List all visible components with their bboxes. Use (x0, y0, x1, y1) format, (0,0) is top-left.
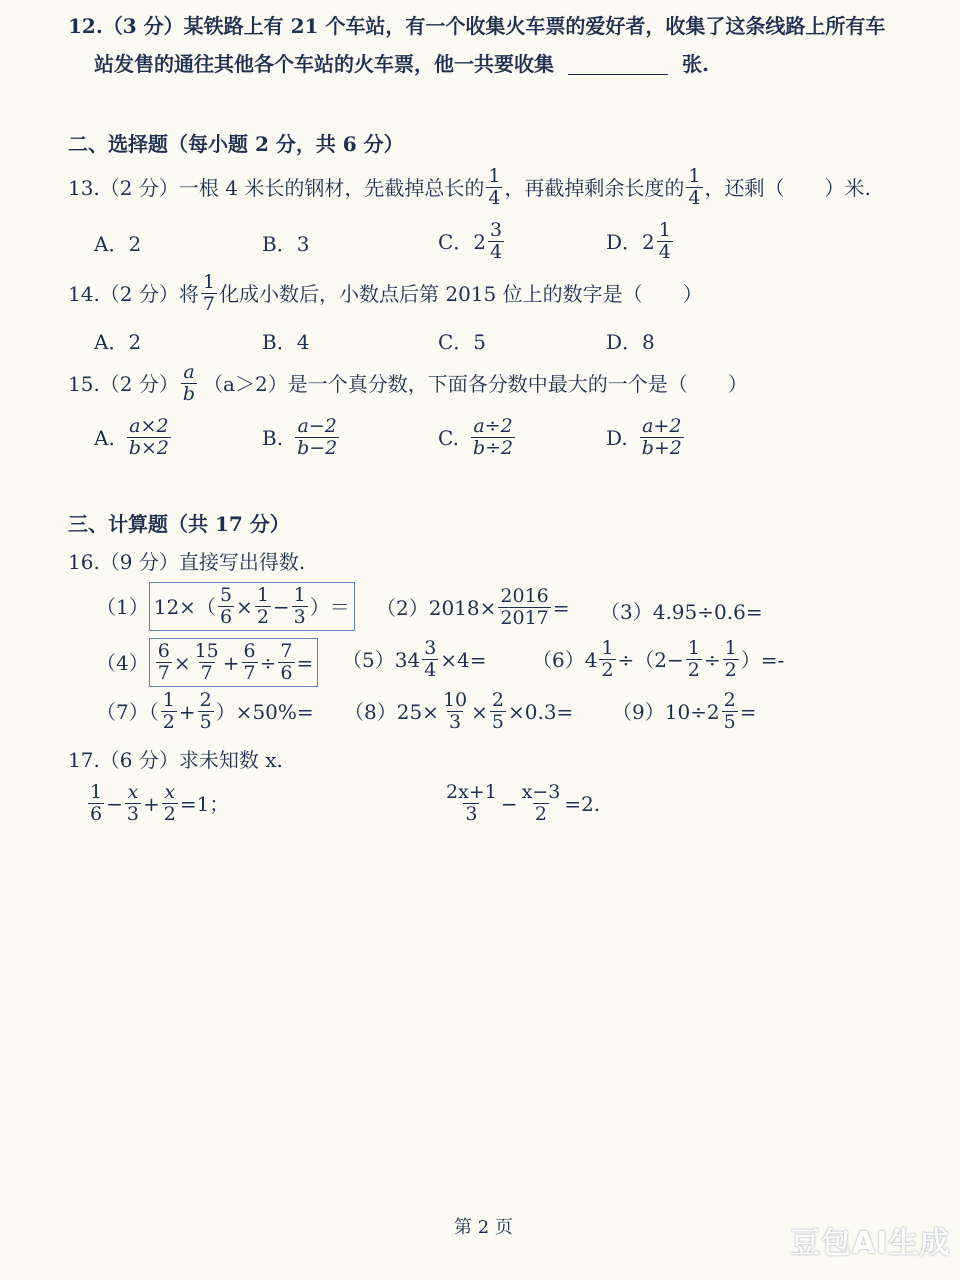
q17-e2-op: − (500, 791, 518, 816)
q17-e2-f2 (520, 782, 563, 825)
q16-p1-f3n: 1 (293, 584, 306, 606)
q15-option-c (438, 416, 517, 459)
q15-optb-fraction (295, 416, 339, 459)
q15-suffix: （a＞2）是一个真分数，下面各分数中最大的一个是（ ） (203, 371, 748, 396)
q14-option-a: A．2 (94, 330, 142, 354)
q16-p1-f1n: 5 (219, 584, 233, 606)
q12-line2 (94, 52, 709, 76)
q16-p8-f2 (490, 690, 506, 733)
q13-optd-label: D．2 (606, 229, 655, 254)
q16-p4-f4d: 6 (280, 662, 293, 684)
q16-p1-f3d: 3 (293, 606, 306, 628)
q16-p5-fraction (422, 638, 438, 681)
q16-p5-den: 4 (424, 659, 437, 681)
q16-p9-den: 5 (723, 711, 736, 733)
q16-p4-f3n: 6 (243, 640, 256, 662)
q13-optd-fraction (657, 220, 673, 263)
q13-stem (68, 166, 871, 209)
page-number: 第 2 页 (454, 1217, 513, 1238)
q13-option-a: A．2 (94, 232, 142, 256)
q13-fraction-1 (486, 166, 502, 209)
q17-e2-f1n: 2x+1 (446, 781, 497, 803)
q15-optb-den: b−2 (297, 437, 338, 459)
q16-p6-f3n: 1 (724, 637, 737, 659)
q16-p3: （3）4.95÷0.6= (600, 600, 763, 624)
q16-p8-f2d: 5 (491, 711, 504, 733)
q16-p2-b: = (552, 595, 570, 620)
section3-title: 三、计算题（共 17 分） (68, 512, 290, 536)
q17-e2-f1 (444, 782, 499, 825)
q15-opta-den: b×2 (128, 437, 169, 459)
q17-equation-2 (442, 782, 600, 825)
q15-num: a (183, 361, 195, 383)
q14-num: 1 (202, 271, 215, 293)
q14-prefix: 14.（2 分）将 (68, 281, 199, 306)
q13-optd-den: 4 (658, 241, 671, 263)
q13-f2-den: 4 (688, 187, 701, 209)
q12-answer-blank (568, 54, 668, 75)
q16-p5-num: 3 (424, 637, 437, 659)
q17-title: 17.（6 分）求未知数 x. (68, 748, 283, 772)
q16-p6-f3d: 2 (724, 659, 737, 681)
q16-p9 (612, 690, 757, 733)
q13-f1-den: 4 (488, 187, 501, 209)
q14-stem (68, 272, 703, 315)
q16-p6-b: ）=- (740, 647, 785, 672)
q13-option-b: B．3 (262, 232, 310, 256)
q13-optd-num: 1 (658, 219, 671, 241)
q15-fraction (181, 362, 197, 405)
q14-option-b: B．4 (262, 330, 310, 354)
q17-e1-op2: + (142, 791, 160, 816)
q13-optc-label: C．2 (438, 229, 487, 254)
q16-p1-f3 (292, 585, 308, 628)
q16-p1-f1 (218, 585, 234, 628)
q16-p1-b: ）＝ (309, 594, 350, 619)
q16-p2 (376, 586, 570, 629)
q15-optb-num: a−2 (297, 415, 337, 437)
q16-p9-label: （9）10÷2 (612, 699, 720, 724)
section2-title: 二、选择题（每小题 2 分，共 6 分） (68, 132, 404, 156)
q15-prefix: 15.（2 分） (68, 371, 179, 396)
q16-p4-f1 (156, 641, 172, 684)
q16-p7-label: （7）（ (96, 699, 159, 724)
q17-e1-f1d: 6 (90, 803, 103, 825)
q16-p1-label: （1） (96, 594, 149, 619)
q16-p1-f1d: 6 (219, 606, 233, 628)
q16-p1-a: 12×（ (153, 594, 216, 619)
q12-line1: 12.（3 分）某铁路上有 21 个车站，有一个收集火车票的爱好者，收集了这条线路上所有车 (68, 14, 886, 38)
q17-e2-f2n: x−3 (521, 781, 561, 803)
q13-f2-num: 1 (688, 165, 701, 187)
q16-p1 (96, 582, 355, 631)
q16-p1-op2: − (272, 594, 290, 619)
q16-p1-highlight-box (149, 582, 355, 631)
q16-p7-f1 (161, 690, 177, 733)
q14-option-d: D．8 (606, 330, 655, 354)
q13-fraction-2 (686, 166, 702, 209)
q16-p2-den: 2017 (500, 607, 549, 629)
q16-p6-f1 (599, 638, 615, 681)
q16-p4-f2d: 7 (200, 662, 213, 684)
q16-p8-f1 (441, 690, 469, 733)
q12-line2-text: 站发售的通往其他各个车站的火车票，他一共要收集 (94, 52, 554, 76)
q17-e1-b: =1； (179, 791, 230, 816)
q15-option-b (262, 416, 341, 459)
q16-p9-b: = (739, 699, 757, 724)
q16-p4-f2 (193, 641, 221, 684)
q13-f1-num: 1 (488, 165, 501, 187)
q13-option-c (438, 220, 506, 263)
q16-p6-op: ÷ (703, 647, 721, 672)
q13-optc-den: 4 (490, 241, 503, 263)
q16-p8-label: （8）25× (344, 699, 439, 724)
q16-p9-fraction (722, 690, 738, 733)
q16-p8-op: × (471, 699, 488, 724)
q16-p4-highlight-box (149, 638, 319, 687)
q15-optd-num: a+2 (642, 415, 682, 437)
q16-p1-f2d: 2 (256, 606, 269, 628)
q16-p7-f2 (198, 690, 214, 733)
q16-p6-label: （6）4 (532, 647, 598, 672)
q17-e2-b: =2. (564, 791, 601, 816)
q13-suffix: ，还剩（ ）米. (704, 175, 871, 200)
q17-e1-f3 (162, 782, 178, 825)
q16-p5-b: ×4= (440, 647, 487, 672)
q16-p7-f2n: 2 (199, 689, 212, 711)
q15-opta-num: a×2 (129, 415, 169, 437)
q15-optc-fraction (471, 416, 515, 459)
q14-fraction (201, 272, 217, 315)
q16-p8 (344, 690, 573, 733)
q17-e1-f2d: 3 (126, 803, 139, 825)
q16-p5 (342, 638, 487, 681)
q16-p4-f3d: 7 (243, 662, 256, 684)
q16-p6-f2n: 1 (687, 637, 700, 659)
q13-mid: ，再截掉剩余长度的 (504, 175, 685, 200)
q17-e1-f3d: 2 (163, 803, 176, 825)
q16-p6 (532, 638, 784, 681)
q16-p4-f4n: 7 (280, 640, 293, 662)
q16-p4-f1d: 7 (157, 662, 170, 684)
watermark-logo: 豆包AI生成 (790, 1226, 951, 1261)
q15-optd-label: D. (606, 425, 628, 450)
q15-optd-den: b+2 (641, 437, 682, 459)
q16-p6-a: ÷（2− (617, 647, 684, 672)
q16-p8-f1n: 10 (442, 689, 468, 711)
q16-p7-f2d: 5 (199, 711, 212, 733)
q12-line2-end: 张. (682, 52, 709, 76)
q16-p4-f3 (242, 641, 258, 684)
q16-p4 (96, 638, 318, 687)
q17-e1-op1: − (106, 791, 123, 816)
q16-p7-b: ）×50%= (215, 699, 314, 724)
q15-optc-label: C. (438, 425, 459, 450)
q16-p8-f2n: 2 (491, 689, 504, 711)
q16-p8-f1d: 3 (448, 711, 462, 733)
q16-p6-f2d: 2 (687, 659, 700, 681)
q15-opta-fraction (127, 416, 171, 459)
q16-p6-f2 (686, 638, 702, 681)
q16-p4-label: （4） (96, 650, 149, 675)
q15-option-a (94, 416, 173, 459)
q16-p2-label: （2）2018× (376, 595, 497, 620)
q15-opta-label: A. (94, 425, 115, 450)
q13-prefix: 13.（2 分）一根 4 米长的钢材，先截掉总长的 (68, 175, 485, 200)
q15-option-d (606, 416, 686, 459)
q17-equation-1 (86, 782, 229, 825)
q16-p7-op: + (178, 699, 196, 724)
q14-suffix: 化成小数后，小数点后第 2015 位上的数字是（ ） (218, 281, 703, 306)
q14-option-c: C．5 (438, 330, 487, 354)
q15-den: b (182, 383, 196, 405)
q16-p4-f2n: 15 (194, 640, 219, 662)
q16-p4-op2: + (222, 650, 240, 675)
q15-optd-fraction (640, 416, 684, 459)
q16-p1-op1: × (236, 594, 253, 619)
q16-p7 (96, 690, 314, 733)
q16-p2-fraction (498, 586, 550, 629)
q13-optc-fraction (488, 220, 504, 263)
q16-p1-f2 (255, 585, 271, 628)
q15-optc-num: a÷2 (473, 415, 513, 437)
q17-e1-f1n: 1 (90, 781, 103, 803)
q16-p1-f2n: 1 (256, 584, 269, 606)
q14-den: 7 (202, 293, 215, 315)
q16-p4-f4 (278, 641, 294, 684)
q16-p7-f1n: 1 (162, 689, 175, 711)
q16-p5-label: （5）34 (342, 647, 421, 672)
q16-p6-f1n: 1 (601, 637, 614, 659)
q16-p6-f3 (723, 638, 739, 681)
q15-stem (68, 362, 748, 405)
q16-p9-num: 2 (723, 689, 736, 711)
q16-p4-op3: ÷ (259, 650, 277, 675)
q13-optc-num: 3 (490, 219, 503, 241)
q17-e1-f1 (88, 782, 104, 825)
q15-optb-label: B. (262, 425, 284, 450)
q17-e2-f2d: 2 (534, 803, 547, 825)
q17-e1-f3n: x (164, 781, 176, 803)
q16-p7-f1d: 2 (162, 711, 175, 733)
q17-e1-f2n: x (127, 781, 139, 803)
q16-p6-f1d: 2 (601, 659, 614, 681)
q16-p8-b: ×0.3= (507, 699, 574, 724)
q17-e2-f1d: 3 (465, 803, 478, 825)
q16-p4-f1n: 6 (157, 640, 170, 662)
q16-p2-num: 2016 (500, 585, 549, 607)
q13-option-d (606, 220, 675, 263)
q16-p4-op1: × (173, 650, 191, 675)
q17-e1-f2 (125, 782, 141, 825)
q16-title: 16.（9 分）直接写出得数. (68, 550, 306, 574)
q16-p4-b: = (296, 650, 314, 675)
q15-optc-den: b÷2 (472, 437, 514, 459)
